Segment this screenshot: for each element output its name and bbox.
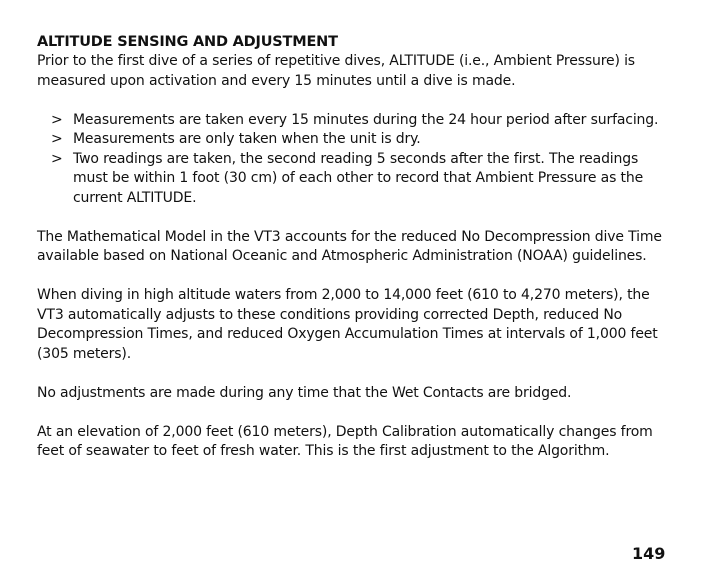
measurement-list bbox=[37, 111, 669, 209]
bullet-marker: > bbox=[51, 150, 63, 167]
list-item bbox=[37, 150, 669, 209]
bullet-marker: > bbox=[51, 131, 63, 147]
list-item-text: Two readings are taken, the second reading 5 seconds after the first. The readings must be within 1 foot (30 cm) of each other to record that Ambient Pressure as the current ALTITUDE. bbox=[73, 150, 644, 206]
section-heading: ALTITUDE SENSING AND ADJUSTMENT bbox=[37, 34, 338, 50]
list-item-text: Measurements are taken every 15 minutes during the 24 hour period after surfacing. bbox=[73, 111, 659, 128]
list-item bbox=[37, 130, 669, 150]
page-number: 149 bbox=[632, 544, 666, 563]
list-item bbox=[37, 111, 669, 131]
list-item-text: Measurements are only taken when the unit is dry. bbox=[73, 131, 421, 147]
wet-contacts-paragraph: No adjustments are made during any time that the Wet Contacts are bridged. bbox=[37, 384, 572, 401]
bullet-marker: > bbox=[51, 111, 63, 128]
page-content bbox=[37, 33, 669, 462]
spacer bbox=[37, 208, 669, 228]
spacer bbox=[37, 91, 669, 111]
spacer bbox=[37, 267, 669, 287]
spacer bbox=[37, 364, 669, 384]
model-paragraph: The Mathematical Model in the VT3 accounts for the reduced No Decompression dive Time available based on National Oceanic and Atmospheric Administration (NOAA) guidelines. bbox=[37, 228, 662, 264]
spacer bbox=[37, 403, 669, 423]
intro-paragraph: Prior to the first dive of a series of repetitive dives, ALTITUDE (i.e., Ambient Pressure) is measured upon activation and every 15 minutes until a dive is made. bbox=[37, 53, 635, 89]
high-altitude-paragraph: When diving in high altitude waters from 2,000 to 14,000 feet (610 to 4,270 meters), the VT3 automatically adjusts to these conditions providing corrected Depth, reduced No Decompression Times, and reduced Oxygen Accumulation Times at intervals of 1,000 feet (305 meters). bbox=[37, 287, 658, 362]
depth-calibration-paragraph: At an elevation of 2,000 feet (610 meters), Depth Calibration automatically changes from feet of seawater to feet of fresh water. This is the first adjustment to the Algorithm. bbox=[37, 423, 653, 459]
